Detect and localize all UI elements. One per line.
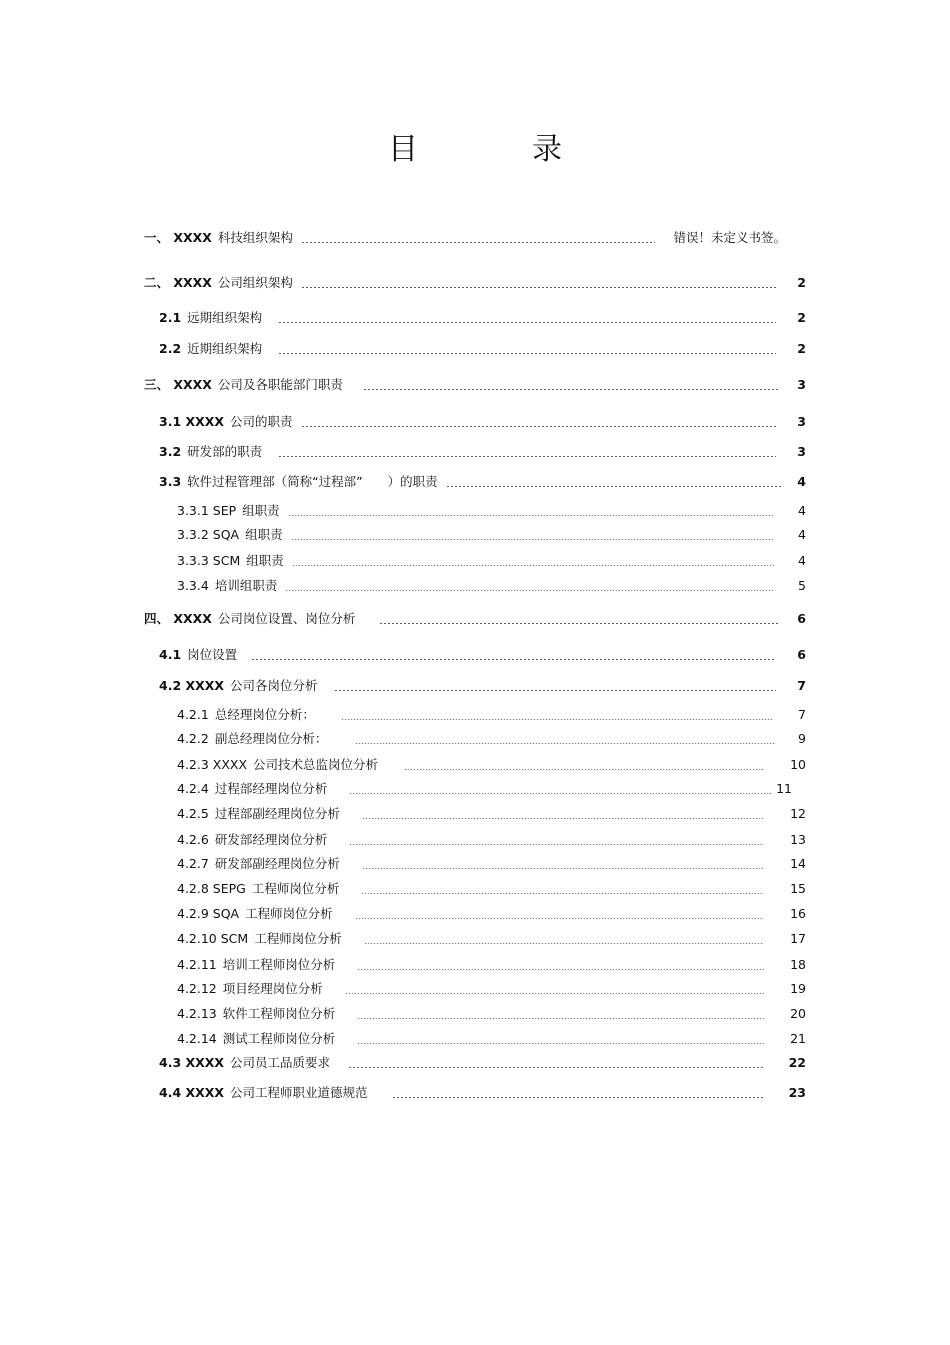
- toc-entry-text: 近期组织架构: [187, 341, 263, 356]
- dot-leader: [349, 793, 772, 794]
- toc-entry-page: 12: [790, 806, 806, 821]
- toc-entry[interactable]: [177, 705, 806, 725]
- toc-entry-text: 公司员工品质要求: [230, 1055, 331, 1070]
- dot-leader: [355, 918, 764, 919]
- dot-leader: [341, 719, 774, 720]
- toc-entry-text: 公司组织架构: [217, 275, 293, 290]
- toc-entry[interactable]: [159, 645, 806, 665]
- toc-entry[interactable]: [177, 904, 806, 924]
- toc-entry-number: 三、 XXXX: [144, 377, 212, 392]
- toc-entry-page: 4: [798, 503, 806, 518]
- dot-leader: [446, 486, 782, 487]
- toc-entry-page: 22: [788, 1055, 806, 1070]
- toc-entry-page: 19: [790, 981, 806, 996]
- toc-entry-text: 项目经理岗位分析: [222, 981, 323, 996]
- toc-entry-number: 4.2.3 XXXX: [177, 757, 248, 772]
- toc-entry-number: 3.3.3 SCM: [177, 553, 241, 568]
- dot-leader: [364, 943, 764, 944]
- toc-entry-number: 4.4 XXXX: [159, 1085, 225, 1100]
- dot-leader: [404, 769, 764, 770]
- toc-entry-number: 四、 XXXX: [144, 611, 212, 626]
- dot-leader: [362, 868, 764, 869]
- toc-entry-number: 2.1: [159, 310, 182, 325]
- toc-entry[interactable]: [159, 339, 806, 359]
- toc-entry[interactable]: [159, 442, 806, 462]
- toc-entry[interactable]: [177, 1029, 806, 1049]
- dot-leader: [379, 623, 778, 624]
- toc-entry-number: 4.2.10 SCM: [177, 931, 249, 946]
- toc-entry-number: 4.2.1: [177, 707, 209, 722]
- dot-leader: [345, 993, 764, 994]
- toc-entry-page: 7: [797, 678, 806, 693]
- toc-entry[interactable]: [177, 576, 806, 596]
- toc-entry-text: 测试工程师岗位分析: [222, 1031, 336, 1046]
- toc-entry[interactable]: [159, 676, 806, 696]
- toc-entry-page: 14: [790, 856, 806, 871]
- dot-leader: [357, 1018, 764, 1019]
- toc-entry-page: 3: [797, 377, 806, 392]
- toc-entry[interactable]: [177, 854, 806, 874]
- toc-entry-text: 软件过程管理部（简称“过程部” ）的职责: [187, 474, 438, 489]
- toc-entry-number: 4.1: [159, 647, 182, 662]
- toc-entry-page: 4: [798, 553, 806, 568]
- toc-entry-text: 组职责: [242, 503, 280, 518]
- toc-entry[interactable]: [144, 228, 786, 248]
- toc-entry[interactable]: [177, 779, 792, 799]
- dot-leader: [392, 1097, 763, 1098]
- toc-entry-number: 4.2.5: [177, 806, 209, 821]
- toc-entry[interactable]: [177, 525, 806, 545]
- toc-entry-number: 4.2 XXXX: [159, 678, 225, 693]
- toc-entry-page: 3: [797, 414, 806, 429]
- toc-entry[interactable]: [144, 609, 806, 629]
- toc-entry[interactable]: [177, 755, 806, 775]
- toc-entry-page: 2: [797, 275, 806, 290]
- toc-entry-page: 23: [788, 1085, 806, 1100]
- toc-entry-text: 总经理岗位分析：: [214, 707, 315, 722]
- toc-entry-text: 培训工程师岗位分析: [222, 957, 336, 972]
- toc-entry[interactable]: [159, 1053, 806, 1073]
- dot-leader: [278, 353, 776, 354]
- toc-entry-text: 公司的职责: [230, 414, 293, 429]
- toc-entry-page: 15: [790, 881, 806, 896]
- toc-entry-number: 一、 XXXX: [144, 230, 212, 245]
- toc-entry-number: 4.2.7: [177, 856, 209, 871]
- toc-entry-page: 错误！未定义书签。: [673, 230, 786, 245]
- toc-entry[interactable]: [177, 729, 806, 749]
- toc-entry[interactable]: [159, 308, 806, 328]
- toc-entry-text: 研发部经理岗位分析: [214, 832, 328, 847]
- toc-entry[interactable]: [177, 551, 806, 571]
- toc-entry-page: 11: [776, 781, 792, 796]
- dot-leader: [355, 743, 776, 744]
- toc-entry-number: 4.2.8 SEPG: [177, 881, 246, 896]
- toc-entry-text: 公司岗位设置、岗位分析: [217, 611, 356, 626]
- dot-leader: [291, 539, 774, 540]
- dot-leader: [357, 1043, 764, 1044]
- toc-entry-page: 18: [790, 957, 806, 972]
- dot-leader: [357, 969, 764, 970]
- toc-entry[interactable]: [177, 830, 806, 850]
- dot-leader: [334, 690, 776, 691]
- toc-entry-number: 4.2.13: [177, 1006, 217, 1021]
- dot-leader: [361, 893, 764, 894]
- toc-entry-number: 3.2: [159, 444, 182, 459]
- toc-entry-number: 3.3: [159, 474, 182, 489]
- toc-entry-text: 软件工程师岗位分析: [222, 1006, 336, 1021]
- toc-entry-text: 公司各岗位分析: [230, 678, 318, 693]
- toc-entry[interactable]: [144, 375, 806, 395]
- toc-entry-text: 过程部经理岗位分析: [214, 781, 328, 796]
- toc-entry-text: 研发部副经理岗位分析: [214, 856, 340, 871]
- toc-entry-text: 公司及各职能部门职责: [217, 377, 343, 392]
- dot-leader: [301, 426, 776, 427]
- toc-entry-text: 岗位设置: [187, 647, 238, 662]
- toc-entry-number: 4.2.2: [177, 731, 209, 746]
- toc-entry-text: 公司技术总监岗位分析: [253, 757, 379, 772]
- dot-leader: [363, 389, 778, 390]
- dot-leader: [349, 844, 764, 845]
- toc-entry-page: 2: [797, 310, 806, 325]
- toc-entry-number: 4.2.12: [177, 981, 217, 996]
- toc-entry-text: 工程师岗位分析: [254, 931, 342, 946]
- toc-entry[interactable]: [177, 929, 806, 949]
- toc-entry-text: 科技组织架构: [217, 230, 293, 245]
- toc-entry-number: 3.1 XXXX: [159, 414, 225, 429]
- toc-title: 目 录: [388, 132, 604, 167]
- toc-entry-text: 研发部的职责: [187, 444, 263, 459]
- toc-entry-number: 4.2.9 SQA: [177, 906, 240, 921]
- toc-entry-text: 组职责: [246, 553, 284, 568]
- toc-entry-number: 二、 XXXX: [144, 275, 212, 290]
- dot-leader: [292, 565, 774, 566]
- toc-entry-page: 10: [790, 757, 806, 772]
- dot-leader: [301, 287, 778, 288]
- toc-entry-number: 3.3.2 SQA: [177, 527, 240, 542]
- toc-entry-page: 16: [790, 906, 806, 921]
- toc-entry-number: 4.2.6: [177, 832, 209, 847]
- toc-entry[interactable]: [177, 804, 806, 824]
- dot-leader: [288, 515, 774, 516]
- toc-entry-text: 工程师岗位分析: [245, 906, 333, 921]
- toc-entry-text: 培训组职责: [214, 578, 278, 593]
- toc-entry-number: 3.3.1 SEP: [177, 503, 237, 518]
- dot-leader: [362, 818, 764, 819]
- dot-leader: [251, 659, 776, 660]
- toc-entry[interactable]: [144, 273, 806, 293]
- dot-leader: [348, 1067, 763, 1068]
- toc-entry-page: 13: [790, 832, 806, 847]
- dot-leader: [285, 590, 774, 591]
- toc-entry-page: 6: [797, 647, 806, 662]
- toc-entry-text: 工程师岗位分析: [251, 881, 340, 896]
- toc-entry[interactable]: [177, 879, 806, 899]
- toc-entry-number: 2.2: [159, 341, 182, 356]
- toc-entry-page: 4: [797, 474, 806, 489]
- toc-entry[interactable]: [177, 955, 806, 975]
- toc-entry-page: 9: [798, 731, 806, 746]
- toc-entry-text: 过程部副经理岗位分析: [214, 806, 340, 821]
- toc-entry[interactable]: [159, 472, 806, 492]
- toc-entry-page: 20: [790, 1006, 806, 1021]
- toc-entry-text: 组职责: [245, 527, 283, 542]
- toc-entry-page: 21: [790, 1031, 806, 1046]
- toc-entry-text: 副总经理岗位分析：: [214, 731, 328, 746]
- toc-entry-page: 3: [797, 444, 806, 459]
- toc-entry-text: 公司工程师职业道德规范: [230, 1085, 368, 1100]
- dot-leader: [278, 322, 776, 323]
- toc-entry[interactable]: [159, 1083, 806, 1103]
- toc-entry[interactable]: [159, 412, 806, 432]
- toc-entry-number: 3.3.4: [177, 578, 209, 593]
- toc-entry-page: 2: [797, 341, 806, 356]
- dot-leader: [278, 456, 776, 457]
- toc-entry[interactable]: [177, 1004, 806, 1024]
- toc-entry-page: 6: [797, 611, 806, 626]
- toc-entry-number: 4.2.11: [177, 957, 217, 972]
- toc-entry-number: 4.2.4: [177, 781, 209, 796]
- toc-entry-number: 4.2.14: [177, 1031, 217, 1046]
- toc-entry-page: 5: [798, 578, 806, 593]
- toc-entry-page: 7: [798, 707, 806, 722]
- toc-entry-page: 4: [798, 527, 806, 542]
- toc-entry-number: 4.3 XXXX: [159, 1055, 225, 1070]
- toc-entry-text: 远期组织架构: [187, 310, 263, 325]
- toc-entry-page: 17: [790, 931, 806, 946]
- dot-leader: [301, 242, 656, 243]
- toc-entry[interactable]: [177, 979, 806, 999]
- toc-entry[interactable]: [177, 501, 806, 521]
